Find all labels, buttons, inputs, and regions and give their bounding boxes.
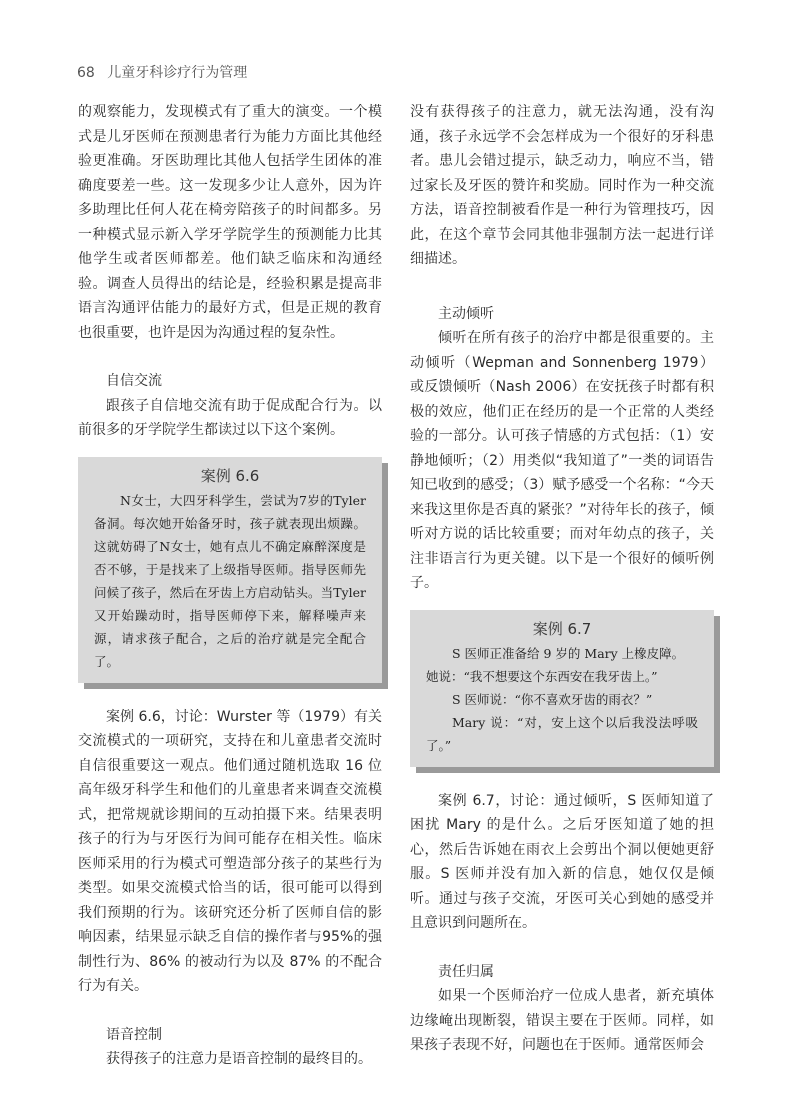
case-line: Mary 说：“对，安上这个以后我没法呼吸了。” [426, 714, 698, 753]
book-title: 儿童牙科诊疗行为管理 [107, 65, 248, 81]
case-title: 案例 6.7 [532, 619, 592, 638]
paragraph: 的观察能力，发现模式有了重大的演变。一个模式是儿牙医师在预测患者行为能力方面比其他经验更准确。牙医助理比其他人包括学生团体的准确度要差一些。这一发现多少让人意外，因为许多助理比任何人花在椅旁陪孩子的时间都多。另一种模式显示新入学牙学院学生的预测能力比其他学生或者医师都差。他们缺乏临床和沟通经验。调查人员得出的结论是，经验积累是提高非语言沟通评估能力的最好方式，但是正规的教育也很重要，也许是因为沟通过程的复杂性。 [78, 104, 382, 341]
case-box-6-6 [78, 457, 382, 683]
section-heading-responsibility: 责任归属 [438, 963, 494, 980]
case-box-6-7 [410, 610, 714, 767]
case-title: 案例 6.6 [200, 466, 260, 485]
paragraph: 获得孩子的注意力是语音控制的最终目的。 [106, 1051, 372, 1067]
paragraph: 跟孩子自信地交流有助于促成配合行为。以前很多的牙学院学生都读过以下这个案例。 [78, 397, 382, 438]
section-heading-confidence: 自信交流 [106, 373, 162, 389]
case-line: S 医师说：“你不喜欢牙齿的雨衣？” [452, 691, 653, 707]
case-line: 她说：“我不想要这个东西安在我牙齿上。” [426, 668, 658, 684]
section-heading-active-listening: 主动倾听 [438, 305, 494, 322]
paragraph: 案例 6.6，讨论：Wurster 等（1979）有关交流模式的一项研究，支持在和儿童患者交流时自信很重要这一观点。他们通过随机选取 16 位高年级牙科学生和他们的儿童患者来调查交流模式，把常规就诊期间的互动拍摄下来。结果表明孩子的行为与牙医行为间可能存在相关性。临床医师采用的行为模式可塑造部分孩子的某些行为类型。如果交流模式恰当的话，很可能可以得到我们预期的行为。该研究还分析了医师自信的影响因素，结果显示缺乏自信的操作者与95%的强制性行为、86% 的被动行为以及 87% 的不配合行为有关。 [78, 708, 382, 994]
paragraph: 没有获得孩子的注意力，就无法沟通，没有沟通，孩子永远学不会怎样成为一个很好的牙科患者。患儿会错过提示，缺乏动力，响应不当，错过家长及牙医的赞许和奖励。同时作为一种交流方法，语音控制被看作是一种行为管理技巧，因此，在这个章节会同其他非强制方法一起进行详细描述。 [410, 104, 714, 267]
case-text: N女士，大四牙科学生，尝试为7岁的Tyler备洞。每次她开始备牙时，孩子就表现出烦躁。这就妨碍了N女士，她有点儿不确定麻醉深度是否不够，于是找来了上级指导医师。指导医师先问候了孩子，然后在牙齿上方启动钻头。当Tyler又开始躁动时，指导医师停下来，解释噪声来源，请求孩子配合，之后的治疗就是完全配合了。 [94, 492, 366, 669]
page-number: 68 [77, 65, 95, 81]
section-heading-voice-control: 语音控制 [106, 1026, 162, 1043]
case-line: S 医师正准备给 9 岁的 Mary 上橡皮障。 [452, 645, 685, 661]
paragraph: 如果一个医师治疗一位成人患者，新充填体边缘崦出现断裂，错误主要在于医师。同样，如果孩子表现不好，问题也在于医师。通常医师会 [410, 988, 714, 1053]
paragraph: 案例 6.7，讨论：通过倾听，S 医师知道了困扰 Mary 的是什么。之后牙医知道了她的担心，然后告诉她在雨衣上会剪出个洞以便她更舒服。S 医师并没有加入新的信息，她仅仅是倾听。通过与孩子交流，牙医可关心到她的感受并且意识到问题所在。 [410, 792, 714, 931]
right-column [410, 100, 714, 1058]
paragraph: 倾听在所有孩子的治疗中都是很重要的。主动倾听（Wepman and Sonnenberg 1979）或反馈倾听（Nash 2006）在安抚孩子时都有积极的效应，他们正在经历的是一个正常的人类经验的一部分。认可孩子情感的方式包括：（1）安静地倾听；（2）用类似“我知道了”一类的词语告知已收到的感受；（3）赋予感受一个名称：“今天来我这里你是否真的紧张？”对待年长的孩子，倾听对方说的话比较重要；而对年幼点的孩子，关注非语言行为更关键。以下是一个很好的倾听例子。 [410, 330, 714, 591]
left-column [78, 100, 382, 1072]
running-header [77, 62, 247, 86]
